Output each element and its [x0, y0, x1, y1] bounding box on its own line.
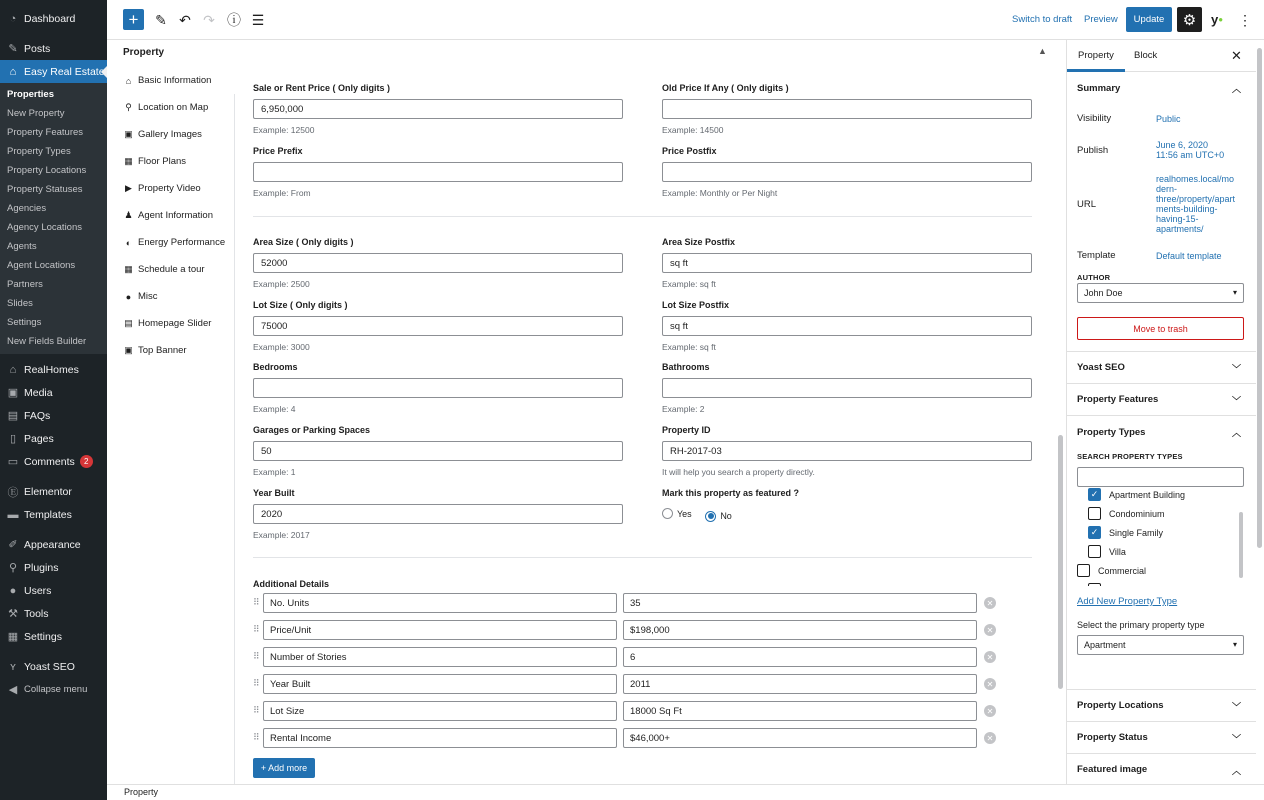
field-featured: Mark this property as featured ? Yes No	[662, 488, 800, 521]
field-lot-size: Lot Size ( Only digits ) 75000 Example: 3000	[253, 300, 623, 352]
sidebar-tabs	[1067, 40, 1256, 72]
bulb-icon: ●	[125, 291, 132, 302]
switch-to-draft-button[interactable]: Switch to draft	[1012, 14, 1073, 25]
property-types-panel: Property Types ︿ SEARCH PROPERTY TYPES ✓ Apartment Building Condominium ✓ Single Family Villa Commercial Add New Property Type Select the primary property type Apartment ▾	[1067, 416, 1256, 690]
menu-realhomes[interactable]: ⌂ RealHomes	[0, 358, 107, 381]
undo-button[interactable]	[175, 10, 195, 30]
menu-elementor[interactable]: Ⓔ Elementor	[7, 485, 72, 499]
details-button[interactable]	[224, 10, 244, 30]
menu-plugins[interactable]: ⚲ Plugins	[0, 556, 107, 579]
additional-detail-row	[253, 620, 998, 640]
submenu-settings[interactable]: Settings	[7, 317, 42, 328]
bedrooms-input[interactable]	[253, 378, 623, 398]
drag-handle-icon[interactable]: ⠿	[253, 732, 260, 742]
submenu-agent-locations[interactable]: Agent Locations	[7, 260, 76, 271]
comments-count-badge: 2	[80, 455, 93, 468]
metabox-collapse-button[interactable]	[1038, 46, 1047, 56]
bathrooms-input[interactable]	[662, 378, 1032, 398]
property-status-panel-toggle[interactable]: Property Status ﹀	[1067, 722, 1256, 754]
list-scrollbar[interactable]	[1239, 512, 1243, 578]
tab-property[interactable]: Property	[1078, 50, 1114, 61]
yoast-toolbar-button[interactable]	[1207, 9, 1227, 29]
video-icon: ▶	[125, 183, 132, 193]
user-icon: ●	[9, 584, 17, 597]
menu-comments[interactable]: ▭ Comments 2	[0, 450, 107, 473]
close-icon[interactable]: ✕	[1231, 48, 1242, 63]
field-price-prefix: Price Prefix Example: From	[253, 146, 623, 198]
menu-dashboard[interactable]: ◔ Dashboard	[0, 7, 107, 30]
menu-tools[interactable]: ⚒ Tools	[0, 602, 107, 625]
remove-row-icon[interactable]: ✕	[984, 678, 996, 690]
menu-users[interactable]: ● Users	[0, 579, 107, 602]
menu-yoast-seo[interactable]: ʏ Yoast SEO	[0, 655, 107, 678]
tab-energy-performance[interactable]: ◐ Energy Performance	[117, 229, 234, 256]
drag-handle-icon[interactable]: ⠿	[253, 624, 260, 634]
submenu-property-statuses[interactable]: Property Statuses	[7, 184, 83, 195]
floor-plan-icon: ▦	[124, 156, 133, 166]
additional-detail-row	[253, 647, 998, 667]
pages-icon: ▯	[9, 433, 17, 445]
yoast-icon: y	[1210, 11, 1219, 27]
pencil-icon: ✎	[155, 11, 167, 28]
caret-up-icon: ▲	[1038, 46, 1047, 56]
folder-icon: ▬	[7, 508, 19, 521]
checkbox-icon	[1088, 545, 1101, 558]
remove-row-icon[interactable]: ✕	[984, 705, 996, 717]
block-breadcrumb[interactable]: Property	[107, 784, 1264, 800]
additional-detail-row	[253, 728, 998, 748]
featured-no-radio[interactable]: No	[705, 511, 732, 522]
detail-value-input[interactable]: 18000 Sq Ft	[623, 701, 977, 721]
update-button[interactable]: Update	[1126, 7, 1172, 32]
settings-icon: ▦	[7, 631, 19, 643]
garages-input[interactable]: 50	[253, 441, 623, 461]
tab-property-video[interactable]: ▶ Property Video	[117, 175, 234, 202]
menu-settings[interactable]: ▦ Settings	[7, 630, 62, 643]
price-input[interactable]: 6,950,000	[253, 99, 623, 119]
media-icon: ▣	[7, 387, 19, 399]
publish-date-link[interactable]: June 6, 2020 11:56 am UTC+0	[1156, 140, 1225, 160]
field-price-postfix: Price Postfix Example: Monthly or Per Night	[662, 146, 1032, 198]
submenu-new-fields-builder[interactable]: New Fields Builder	[7, 336, 87, 347]
preview-button[interactable]: Preview	[1084, 14, 1118, 25]
agent-icon: ♟	[124, 210, 133, 220]
field-year-built: Year Built 2020 Example: 2017	[253, 488, 623, 540]
detail-title-input[interactable]: Year Built	[263, 674, 617, 694]
yoast-icon: ʏ	[10, 660, 16, 673]
menu-templates[interactable]: ▬ Templates	[7, 508, 72, 521]
editor-scrollbar[interactable]	[1058, 435, 1063, 689]
redo-button[interactable]	[199, 10, 219, 30]
chevron-down-icon: ▾	[1232, 288, 1237, 297]
yoast-seo-panel-toggle[interactable]: Yoast SEO ﹀	[1067, 352, 1256, 384]
field-bedrooms: Bedrooms Example: 4	[253, 362, 623, 414]
submenu-agencies[interactable]: Agencies	[7, 203, 47, 214]
menu-media[interactable]: ▣ Media	[7, 386, 53, 399]
featured-image-panel-toggle[interactable]: Featured image ︿	[1067, 754, 1256, 784]
property-type-condominium[interactable]: Condominium	[1088, 507, 1165, 520]
tab-block[interactable]: Block	[1134, 50, 1158, 61]
tab-basic-information[interactable]: ⌂ Basic Information	[117, 67, 235, 94]
year-built-input[interactable]: 2020	[253, 504, 623, 524]
area-size-input[interactable]: 52000	[253, 253, 623, 273]
permalink-link[interactable]: realhomes.local/mo dern- three/property/apart ments-building- having-15- apartments/	[1156, 174, 1236, 234]
submenu-property-features[interactable]: Property Features	[7, 127, 84, 138]
menu-posts[interactable]: ✎ Posts	[0, 37, 107, 60]
chevron-down-icon: ▾	[1232, 640, 1237, 649]
slider-icon: ▤	[124, 318, 133, 328]
house-icon: ⌂	[9, 363, 17, 376]
remove-row-icon[interactable]: ✕	[984, 597, 996, 609]
field-price: Sale or Rent Price ( Only digits ) 6,950,000 Example: 12500	[253, 83, 623, 135]
field-area-size: Area Size ( Only digits ) 52000 Example: 2500	[253, 237, 623, 289]
field-bathrooms: Bathrooms Example: 2	[662, 362, 1032, 414]
detail-value-input[interactable]: 35	[623, 593, 977, 613]
elementor-icon: Ⓔ	[7, 486, 19, 499]
add-more-button[interactable]: + Add more	[253, 758, 315, 778]
admin-menu	[0, 0, 107, 800]
checkbox-icon	[1088, 507, 1101, 520]
kebab-menu-icon: ⋮	[1238, 11, 1252, 28]
sidebar-scrollbar[interactable]	[1256, 40, 1264, 784]
detail-title-input[interactable]: Lot Size	[263, 701, 617, 721]
location-pin-icon: ⚲	[125, 102, 132, 112]
detail-value-input[interactable]: 6	[623, 647, 977, 667]
property-type-commercial[interactable]: Commercial	[1077, 564, 1146, 577]
banner-icon: ▣	[124, 345, 133, 355]
visibility-link[interactable]: Public	[1156, 114, 1181, 124]
tab-gallery-images[interactable]: ▣ Gallery Images	[124, 129, 202, 140]
property-type-office[interactable]	[1088, 583, 1132, 586]
summary-panel: Summary ︿ Visibility Public Publish June 6, 2020 11:56 am UTC+0 URL realhomes.local/mo dern- three/property/apart ments-building- having-15- apartments/ Template Default template AUTHOR John Doe ▾ Move to trash	[1067, 72, 1256, 352]
submenu-property-types[interactable]: Property Types	[7, 146, 71, 157]
section-divider	[253, 557, 1032, 558]
featured-yes-radio[interactable]: Yes	[662, 508, 692, 519]
scrollbar-thumb[interactable]	[1257, 48, 1262, 548]
property-types-list	[1077, 488, 1245, 586]
collapse-icon: ◀	[8, 684, 18, 696]
gallery-icon: ▣	[124, 129, 133, 139]
property-type-apartment-building[interactable]: ✓ Apartment Building	[1088, 488, 1185, 501]
submenu-agents[interactable]: Agents	[7, 241, 37, 252]
property-features-panel-toggle[interactable]: Property Features ﹀	[1067, 384, 1256, 416]
drag-handle-icon[interactable]: ⠿	[253, 651, 260, 661]
tab-schedule-a-tour[interactable]: ▦ Schedule a tour	[124, 264, 205, 275]
detail-title-input[interactable]: No. Units	[263, 593, 617, 613]
faq-icon: ▤	[7, 410, 19, 422]
radio-selected-icon	[705, 511, 716, 522]
primary-property-type-select[interactable]: Apartment ▾	[1077, 635, 1244, 655]
chevron-up-icon: ︿	[1231, 428, 1241, 438]
section-divider	[253, 216, 1032, 217]
price-prefix-input[interactable]	[253, 162, 623, 182]
wrench-icon: ⚒	[8, 608, 18, 620]
settings-toggle-button[interactable]	[1177, 7, 1202, 32]
submenu-new-property[interactable]: New Property	[7, 108, 65, 119]
additional-detail-row	[253, 674, 998, 694]
info-icon: ⓘ	[227, 12, 241, 28]
add-new-property-type-link[interactable]: Add New Property Type	[1077, 596, 1178, 607]
editor-toolbar	[107, 0, 1264, 40]
seo-status-dot-icon: ●	[1218, 14, 1224, 24]
chevron-up-icon: ︿	[1231, 766, 1241, 776]
detail-title-input[interactable]: Price/Unit	[263, 620, 617, 640]
detail-value-input[interactable]: 2011	[623, 674, 977, 694]
tab-floor-plans[interactable]: ▦ Floor Plans	[124, 156, 187, 167]
property-types-panel-toggle[interactable]: Property Types ︿	[1077, 426, 1241, 438]
gear-icon: ⚙	[1182, 11, 1197, 29]
menu-appearance[interactable]: ✐ Appearance	[0, 533, 107, 556]
author-select[interactable]: John Doe ▾	[1077, 283, 1244, 303]
brush-icon: ✐	[8, 539, 18, 551]
field-property-id: Property ID RH-2017-03 It will help you search a property directly.	[662, 425, 1032, 477]
menu-easy-real-estate[interactable]: ⌂ Easy Real Estate	[0, 60, 107, 83]
undo-icon: ↶	[179, 11, 191, 28]
outline-button[interactable]	[248, 10, 268, 30]
add-block-button[interactable]	[123, 9, 144, 30]
redo-icon: ↷	[203, 11, 215, 28]
additional-details-title: Additional Details	[253, 579, 330, 589]
property-metabox	[107, 40, 1065, 784]
plus-icon: +	[128, 9, 139, 29]
lot-size-input[interactable]: 75000	[253, 316, 623, 336]
detail-title-input[interactable]: Rental Income	[263, 728, 617, 748]
settings-sidebar	[1066, 40, 1256, 784]
radio-circle-icon	[662, 508, 673, 519]
list-view-icon: ☰	[251, 11, 265, 28]
remove-row-icon[interactable]: ✕	[984, 624, 996, 636]
home-icon: ⌂	[125, 75, 132, 86]
remove-row-icon[interactable]: ✕	[984, 732, 996, 744]
drag-handle-icon[interactable]: ⠿	[253, 705, 260, 715]
field-garages: Garages or Parking Spaces 50 Example: 1	[253, 425, 623, 477]
submenu-easy-real-estate	[0, 83, 107, 354]
dashboard-icon: ◔	[9, 12, 17, 25]
template-link[interactable]: Default template	[1156, 251, 1222, 261]
drag-handle-icon[interactable]: ⠿	[253, 597, 260, 607]
submenu-slides[interactable]: Slides	[7, 298, 33, 309]
energy-icon: ◐	[125, 237, 132, 248]
pin-icon: ✎	[8, 43, 18, 55]
submenu-properties[interactable]: Properties	[7, 89, 54, 100]
detail-title-input[interactable]: Number of Stories	[263, 647, 617, 667]
chevron-up-icon: ︿	[1231, 84, 1241, 94]
field-area-postfix: Area Size Postfix sq ft Example: sq ft	[662, 237, 1032, 289]
area-postfix-input[interactable]: sq ft	[662, 253, 1032, 273]
submenu-property-locations[interactable]: Property Locations	[7, 165, 87, 176]
lot-postfix-input[interactable]: sq ft	[662, 316, 1032, 336]
submenu-partners[interactable]: Partners	[7, 279, 43, 290]
move-to-trash-button[interactable]: Move to trash	[1077, 317, 1244, 340]
checkbox-icon	[1077, 564, 1090, 577]
summary-panel-toggle[interactable]: Summary ︿	[1077, 82, 1241, 94]
tab-top-banner[interactable]: ▣ Top Banner	[124, 345, 187, 356]
remove-row-icon[interactable]: ✕	[984, 651, 996, 663]
chevron-down-icon: ﹀	[1231, 364, 1241, 374]
comment-icon: ▭	[7, 456, 19, 468]
detail-value-input[interactable]: $198,000	[623, 620, 977, 640]
tab-homepage-slider[interactable]: ▤ Homepage Slider	[124, 318, 212, 329]
drag-handle-icon[interactable]: ⠿	[253, 678, 260, 688]
chevron-down-icon: ﹀	[1231, 702, 1241, 712]
tab-misc[interactable]: ● Misc	[117, 283, 234, 310]
property-id-input[interactable]: RH-2017-03	[662, 441, 1032, 461]
house-icon: ⌂	[9, 65, 17, 78]
collapse-menu-button[interactable]: ◀ Collapse menu	[0, 678, 107, 701]
metabox-title: Property	[123, 47, 165, 58]
tab-location-on-map[interactable]: ⚲ Location on Map	[117, 94, 234, 121]
property-types-search-input[interactable]	[1077, 467, 1244, 487]
property-locations-panel-toggle[interactable]: Property Locations ﹀	[1067, 690, 1256, 722]
tab-agent-information[interactable]: ♟ Agent Information	[124, 210, 213, 221]
menu-pages[interactable]: ▯ Pages	[0, 427, 107, 450]
property-type-villa[interactable]: Villa	[1088, 545, 1126, 558]
checkbox-checked-icon: ✓	[1088, 526, 1101, 539]
plugin-icon: ⚲	[8, 562, 18, 574]
more-options-button[interactable]	[1235, 10, 1255, 30]
checkbox-checked-icon: ✓	[1088, 488, 1101, 501]
checkbox-icon	[1088, 583, 1101, 586]
chevron-down-icon: ﹀	[1231, 396, 1241, 406]
edit-tool-button[interactable]	[151, 10, 171, 30]
additional-detail-row	[253, 701, 998, 721]
additional-detail-row	[253, 593, 998, 613]
chevron-down-icon: ﹀	[1231, 734, 1241, 744]
property-type-single-family[interactable]: ✓ Single Family	[1088, 526, 1163, 539]
detail-value-input[interactable]: $46,000+	[623, 728, 977, 748]
calendar-icon: ▦	[124, 264, 133, 274]
field-lot-postfix: Lot Size Postfix sq ft Example: sq ft	[662, 300, 1032, 352]
old-price-input[interactable]	[662, 99, 1032, 119]
field-old-price: Old Price If Any ( Only digits ) Example: 14500	[662, 83, 1032, 135]
menu-faqs[interactable]: ▤ FAQs	[7, 409, 51, 422]
price-postfix-input[interactable]	[662, 162, 1032, 182]
metabox-tabs	[117, 67, 235, 784]
submenu-agency-locations[interactable]: Agency Locations	[7, 222, 82, 233]
